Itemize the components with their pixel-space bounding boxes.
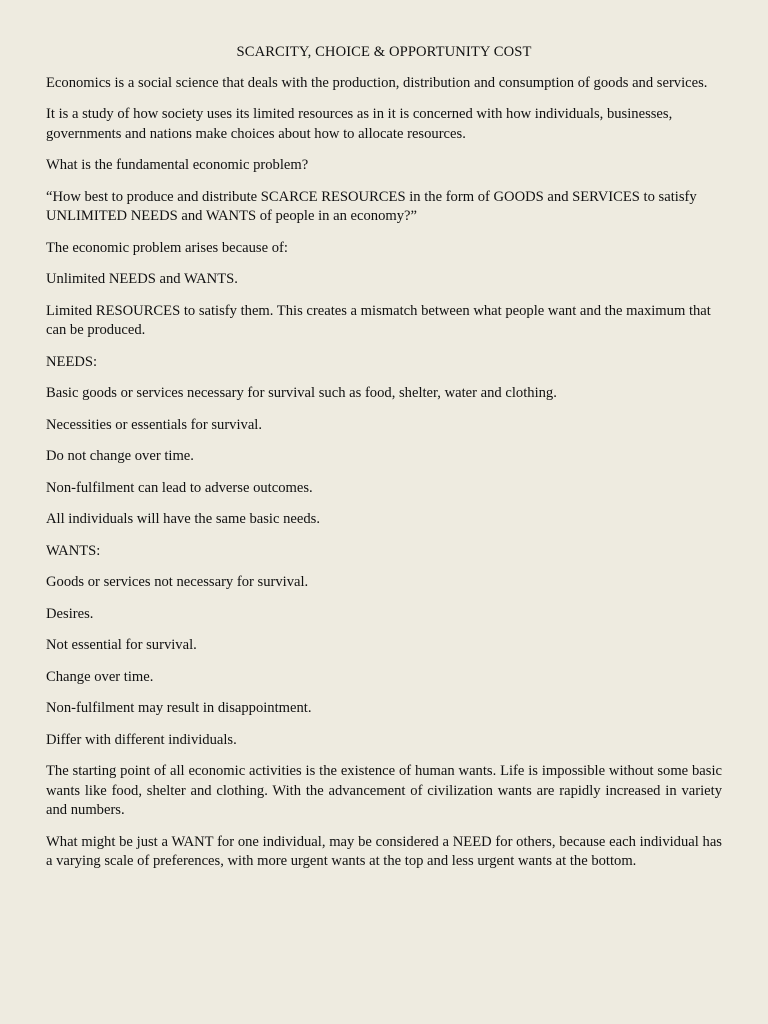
paragraph: Economics is a social science that deals with the production, distribution and consumption of goods and services. (46, 74, 708, 91)
paragraph: Non-fulfilment can lead to adverse outcomes. (46, 479, 313, 496)
paragraph: The starting point of all economic activities is the existence of human wants. Life is impossible without some basic wants like food, shelter and clothing. With the advancement of civilization wants are rapidly increased in variety and numbers. (46, 763, 722, 818)
section-heading-needs: NEEDS: (46, 353, 98, 370)
paragraph: Not essential for survival. (46, 637, 197, 653)
paragraph: The economic problem arises because of: (46, 239, 288, 256)
paragraph: It is a study of how society uses its limited resources as in it is concerned with how individuals, businesses, governments and nations make choices about how to allocate resources. (46, 106, 673, 142)
paragraph: “How best to produce and distribute SCARCE RESOURCES in the form of GOODS and SERVICES to satisfy UNLIMITED NEEDS and WANTS of people in an economy?” (46, 188, 697, 224)
section-heading-wants: WANTS: (46, 542, 101, 559)
paragraph: All individuals will have the same basic needs. (46, 511, 320, 527)
paragraph: Necessities or essentials for survival. (46, 416, 263, 433)
paragraph: Basic goods or services necessary for survival such as food, shelter, water and clothing. (46, 385, 557, 401)
paragraph: What might be just a WANT for one individual, may be considered a NEED for others, because each individual has a varying scale of preferences, with more urgent wants at the top and less urgent wants at the bottom. (46, 833, 722, 869)
page-title: SCARCITY, CHOICE & OPPORTUNITY COST (236, 44, 532, 60)
paragraph: Do not change over time. (46, 448, 194, 464)
paragraph: Differ with different individuals. (46, 731, 237, 748)
paragraph: Limited RESOURCES to satisfy them. This creates a mismatch between what people want and the maximum that can be produced. (46, 302, 711, 338)
paragraph: What is the fundamental economic problem? (46, 157, 309, 173)
paragraph: Unlimited NEEDS and WANTS. (46, 271, 238, 287)
paragraph: Non-fulfilment may result in disappointment. (46, 700, 312, 716)
paragraph: Goods or services not necessary for survival. (46, 574, 309, 590)
paragraph: Change over time. (46, 668, 154, 685)
paragraph: Desires. (46, 605, 94, 622)
